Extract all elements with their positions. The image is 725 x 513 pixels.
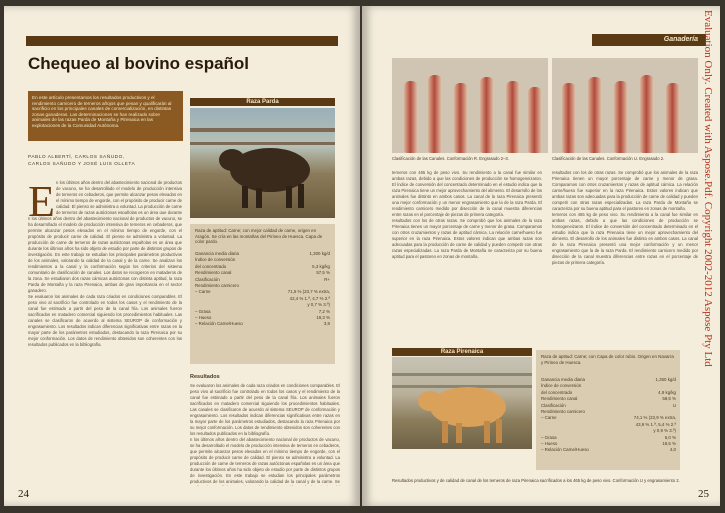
authors <box>28 154 183 168</box>
data-row-value: 1,350 kg/d <box>655 377 676 382</box>
data-row-value: 4,0 <box>669 447 676 453</box>
data-row-value: 74,1 % (23,9 % extra, <box>633 415 676 421</box>
breed-data-table <box>195 251 330 328</box>
top-rule-bar <box>26 36 338 46</box>
breed-data-table-2 <box>541 377 676 454</box>
breed-info-box-pirenaica <box>536 350 680 470</box>
data-row-label: del concentrado <box>195 263 227 269</box>
right-column-1 <box>392 170 542 346</box>
photo-title-bar: Raza Parda <box>190 98 335 106</box>
data-row-value: 7,2 % <box>318 308 330 314</box>
data-row-value: 19,3 % <box>316 315 330 321</box>
article-title: Chequeo al bovino español <box>28 54 250 73</box>
data-row-label: Rendimiento carnicero <box>195 283 239 289</box>
photo-title-bar-2: Raza Pirenaica <box>392 348 532 356</box>
data-row-value: 4,9 kg/kg <box>658 389 676 395</box>
carcass-photo-right <box>552 58 698 153</box>
data-row-label: – Carne <box>541 415 557 421</box>
data-row-label: – Grasa <box>195 308 211 314</box>
data-row-label: – Grasa <box>541 434 557 440</box>
authors-line-1: PABLO ALBERTÍ, CARLOS SAÑUDO, <box>28 155 125 160</box>
data-row-value: 5,3 kg/kg <box>312 263 330 269</box>
carcass-photo-left <box>392 58 548 153</box>
data-row <box>541 447 676 453</box>
right-page <box>362 6 720 506</box>
drop-cap: E <box>28 177 55 226</box>
data-row-label: Ganancia media diaria <box>195 251 239 256</box>
column-1-top-text: n los últimos años dentro del abastecimiento nacional de productos de vacuno, se ha desarrollado el modelo de producción intensiva de terneros en cebaderos, que permite alcanzar pesos elevados en el mínimo tiempo de engorde, con el propósito de producir carne de calidad. El pienso se administra a voluntad. La producción de carne de terneros de razas autóctonas españolas es un área que durante <box>56 180 182 214</box>
data-row-label: – Relación Carne/Hueso <box>541 447 589 453</box>
column-2 <box>190 374 340 486</box>
caption-left: Clasificación de las Canales. Conformación R. Engrasado 2–3. <box>392 156 509 161</box>
data-row-label: – Hueso <box>195 315 212 321</box>
data-row-value: 6,0 % <box>664 434 676 440</box>
right-column-1-text: terneros con 465 kg de peso vivo. Su rendimiento a la canal fue similar en ambas razas, debido a que las condiciones de producción se homogeneizaron. El índice de conversión del concentrado determinado en el estudio indica que la raza Pirenaica tiene un mejor aprovechamiento del alimento. El desarrollo de los animales fue distinto en ambos casos. La canal de la raza Pirenaica presentó una mejor conformación y un menor engrasamiento que la de la raza Parda. El rendimiento carnicero medido por disección de la canal muestra diferencias entre razas en el porcentaje de piezas de primera categoría. <box>392 170 542 217</box>
data-row-value: y 0,7 % 3.ª) <box>307 302 330 308</box>
data-row-label: Rendimiento carnicero <box>541 409 585 415</box>
data-row-label: del concentrado <box>541 389 573 395</box>
cow-illustration <box>190 108 335 218</box>
data-row-value: 42,4 % 1.ª, 4,7 % 2.ª <box>289 295 330 301</box>
cow-photo <box>190 108 335 218</box>
watermark-strip <box>698 10 720 505</box>
page-number-left: 24 <box>18 488 29 500</box>
right-column-2-text-cont: terneros con 465 kg de peso vivo. Su rendimiento a la canal fue similar en ambas razas, debido a que las condiciones de producción se homogeneizaron. El índice de conversión del concentrado determinado en el estudio indica que la raza Pirenaica tiene un mejor aprovechamiento del alimento. El desarrollo de los animales fue distinto en ambos casos. La canal de la raza Pirenaica presentó una mejor conformación y un menor engrasamiento que la de la raza Parda. El rendimiento carnicero medido por disección de la canal muestra diferencias entre razas en el porcentaje de piezas de primera categoría. <box>552 212 698 265</box>
results-heading: Resultados <box>190 374 220 380</box>
data-row-value: U <box>672 402 676 408</box>
page-number-right: 25 <box>698 488 709 500</box>
section-tab: Ganadería <box>592 34 706 46</box>
column-2-text-cont: n los últimos años dentro del abastecimiento nacional de productos de vacuno, se ha desarrollado el modelo de producción intensiva de terneros en cebaderos, que permite alcanzar pesos elevados en el mínimo tiempo de engorde, con el propósito de producir carne de calidad. El pienso se administra a voluntad. La producción de carne de terneros de razas autóctonas españolas es un área que durante los últimos años ha sido objeto de estudio por parte de distintos grupos de investigación. En este trabajo se estudian los principales parámetros productivos de los animales, valorando la calidad de la canal y de la carne. Se <box>190 437 340 484</box>
right-column-2 <box>552 170 698 346</box>
bottom-caption: Resultados productivos y de calidad de canal de los terneros de raza Pirenaica sacrificados a los 465 kg de peso vivo. Conformación U y engrasamiento 2. <box>392 478 680 483</box>
data-row-label: Clasificación <box>541 402 566 408</box>
data-row-value: 18,5 % <box>662 441 676 447</box>
caption-right: Clasificación de las Canales. Conformación U. Engrasado 2. <box>552 156 665 161</box>
data-row-label: – Relación Carne/Hueso <box>195 321 243 327</box>
data-row-value: R+ <box>324 276 330 282</box>
column-1-top <box>56 180 182 214</box>
data-row <box>195 321 330 327</box>
data-row-label: Clasificación <box>195 276 220 282</box>
intro-box: En este artículo presentamos los resultados productivos y el rendimiento carnicero de terneros añojos que pesan y qualificarán al sacrificio en los principales canales de comercialización, en distintas zonas ganaderas. Las determinaciones se han realizado sobre animales de las razas Parda de Montaña y Pirenaica en las explotaciones de la Comunidad Autónoma. <box>28 91 183 141</box>
authors-line-2: CARLOS SAÑUDO Y JOSÉ LUIS OLLETA <box>28 162 136 167</box>
data-row-label: Rendimiento canal <box>195 270 232 276</box>
left-page <box>4 6 360 506</box>
column-1 <box>28 216 182 494</box>
data-row-value: 57,5 % <box>316 270 330 276</box>
data-row-value: 58,5 % <box>662 396 676 402</box>
data-row-value: 1,300 kg/d <box>309 251 330 256</box>
right-column-1-text-cont: resultados con los de otras razas. Se comprobó que los animales de la raza Pirenaica tienen un mayor porcentaje de carne y menor de grasa. Comparamos con otros cruzamientos y razas de aptitud cárnica. La relación carne/hueso fue superior en la raza Pirenaica. Estos valores indican que ambas razas son adecuadas para la producción de carne de calidad y pueden competir con otras razas especializadas. La raza Parda de Montaña se caracteriza por su buena aptitud para el pastoreo en zonas de montaña. <box>392 218 542 259</box>
right-column-2-text: resultados con los de otras razas. Se comprobó que los animales de la raza Pirenaica tienen un mayor porcentaje de carne y menor de grasa. Comparamos con otros cruzamientos y razas de aptitud cárnica. La relación carne/hueso fue superior en la raza Pirenaica. Estos valores indican que ambas razas son adecuadas para la producción de carne de calidad y pueden competir con otras razas especializadas. La raza Parda de Montaña se caracteriza por su buena aptitud para el pastoreo en zonas de montaña. <box>552 170 698 211</box>
data-row-value: y 0,9 % 3.ª) <box>653 428 676 434</box>
data-row-label: Índice de conversión <box>541 383 582 389</box>
breed-info-text: Raza de aptitud: Carne; con mejor calidad de carne, origen en Aragón. Se cría en las montañas del Pirineo de Huesca. Capa de color pardo. <box>195 228 323 245</box>
watermark-text: Evaluation Only. Created with Aspose.Pdf. Copyright 2002-2012 Aspose Pty Ltd <box>702 10 714 367</box>
data-row-value: 71,5 % (23,7 % extra, <box>287 289 330 295</box>
data-row-value: 3,9 <box>323 321 330 327</box>
cow-illustration-2 <box>392 357 532 449</box>
column-1-text: n los últimos años dentro del abastecimiento nacional de productos de vacuno, se ha desarrollado el modelo de producción intensiva de terneros en cebaderos, que permite alcanzar pesos elevados en el mínimo tiempo de engorde, con el propósito de producir carne de calidad. El pienso se administra a voluntad. La producción de carne de terneros de razas autóctonas españolas es un área que durante los últimos años ha sido objeto de estudio por parte de distintos grupos de investigación. En este trabajo se estudian los principales parámetros productivos de los animales, valorando la calidad de la canal y de la carne. Se analizan los rendimientos a la canal y la conformación según los criterios del sistema comunitario de clasificación de canales. Los datos se recogieron en mataderos de la zona. Se estudiaron dos razas cárnicas autóctonas con distinta aptitud, la raza Parda de Montaña y la raza Pirenaica, ambas de gran importancia en el sector ganadero. <box>28 216 182 293</box>
column-1-text-cont: Se evaluaron los animales de cada raza criados en condiciones comparables. El peso vivo al sacrificio fue controlado en todos los casos y el rendimiento de la canal fue estimado a partir del peso de la canal fría. Los animales fueron sacrificados en matadero comercial siguiendo los procedimientos habituales. Las canales se clasificaron de acuerdo al sistema SEUROP de conformación y engrasamiento. Los resultados indican diferencias significativas entre razas en la mayor parte de los parámetros estudiados, destacando la raza Pirenaica por su mejor conformación. Los datos de rendimiento obtenidos son coherentes con los resultados publicados en la bibliografía. <box>28 294 182 347</box>
data-row-label: – Carne <box>195 289 211 295</box>
data-row-label: Índice de conversión <box>195 257 236 263</box>
data-row-label: – Hueso <box>541 441 558 447</box>
breed-info-text-2: Raza de aptitud: Carne; con Capa de color rubio. Origen en Navarra y Pirineo de Huesca. <box>541 354 674 365</box>
data-row-value: 43,9 % 1.ª, 5,4 % 2.ª <box>635 421 676 427</box>
cow-photo-2 <box>392 357 532 449</box>
column-2-text: Se evaluaron los animales de cada raza criados en condiciones comparables. El peso vivo al sacrificio fue controlado en todos los casos y el rendimiento de la canal fue estimado a partir del peso de la canal fría. Los animales fueron sacrificados en matadero comercial siguiendo los procedimientos habituales. Las canales se clasificaron de acuerdo al sistema SEUROP de conformación y engrasamiento. Los resultados indican diferencias significativas entre razas en la mayor parte de los parámetros estudiados, destacando la raza Pirenaica por su mejor conformación. Los datos de rendimiento obtenidos son coherentes con los resultados publicados en la bibliografía. <box>190 383 340 436</box>
breed-info-box-parda <box>190 224 335 364</box>
data-row-label: Rendimiento canal <box>541 396 578 402</box>
data-row-label: Ganancia media diaria <box>541 377 585 382</box>
